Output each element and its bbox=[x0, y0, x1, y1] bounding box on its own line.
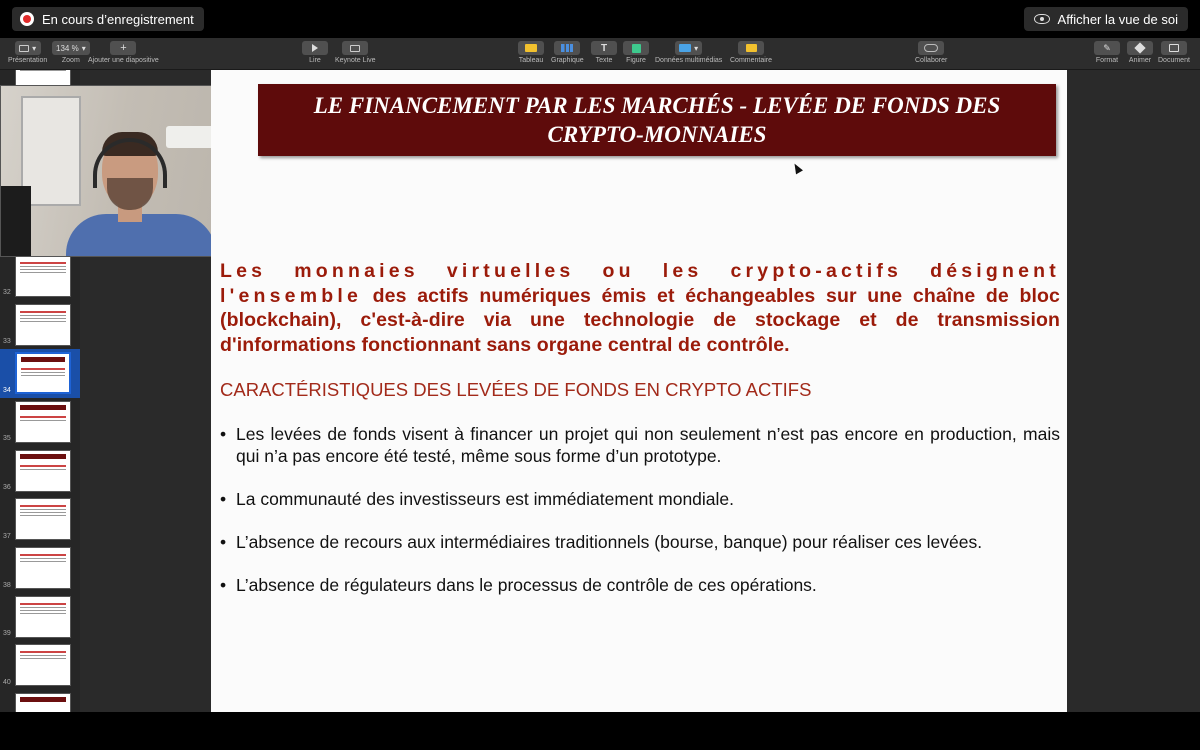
sidebar-icon bbox=[19, 45, 29, 52]
slide[interactable] bbox=[211, 70, 1067, 712]
video-dark-object bbox=[1, 186, 31, 257]
presentation-view-button[interactable] bbox=[8, 41, 47, 64]
record-icon bbox=[20, 12, 34, 26]
chevron-down-icon: ▾ bbox=[81, 43, 86, 53]
table-button[interactable] bbox=[518, 41, 544, 64]
slide-title: LE FINANCEMENT PAR LES MARCHÉS - LEVÉE DE FONDS DES CRYPTO-MONNAIES bbox=[313, 93, 1001, 147]
play-icon bbox=[312, 44, 318, 52]
live-icon bbox=[350, 45, 360, 52]
list-item: • L’absence de régulateurs dans le processus de contrôle de ces opérations. bbox=[220, 574, 1060, 596]
slide-number: 32 bbox=[3, 289, 11, 296]
slide-number: 38 bbox=[3, 582, 11, 589]
animate-label: Animer bbox=[1128, 57, 1152, 64]
document-icon bbox=[1169, 44, 1179, 52]
recording-label: En cours d’enregistrement bbox=[42, 11, 194, 27]
zoom-dropdown[interactable] bbox=[52, 41, 90, 64]
presentation-label: Présentation bbox=[8, 57, 48, 64]
keynote-live-label: Keynote Live bbox=[335, 57, 376, 64]
slide-thumbnail-35[interactable] bbox=[15, 401, 71, 443]
play-button[interactable] bbox=[302, 41, 328, 64]
shape-icon bbox=[632, 44, 641, 53]
zoom-bottom-bar bbox=[0, 712, 1200, 750]
text-icon: T bbox=[600, 42, 608, 54]
slide-thumbnail-38[interactable] bbox=[15, 547, 71, 589]
keynote-live-button[interactable] bbox=[335, 41, 375, 64]
slide-number: 36 bbox=[3, 484, 11, 491]
slide-thumbnail-34[interactable] bbox=[15, 352, 71, 394]
title-banner[interactable] bbox=[258, 84, 1056, 156]
chart-label: Graphique bbox=[551, 57, 584, 64]
comment-icon bbox=[746, 44, 757, 52]
show-self-view-button[interactable] bbox=[1024, 7, 1188, 31]
collaborate-button[interactable] bbox=[915, 41, 947, 64]
media-label: Données multimédias bbox=[655, 57, 723, 64]
add-slide-label: Ajouter une diapositive bbox=[88, 57, 159, 64]
slide-number: 39 bbox=[3, 630, 11, 637]
comment-label: Commentaire bbox=[730, 57, 773, 64]
table-icon bbox=[525, 44, 537, 52]
slide-thumbnail-32[interactable] bbox=[15, 255, 71, 297]
collaborate-label: Collaborer bbox=[915, 57, 948, 64]
add-slide-button[interactable] bbox=[88, 41, 159, 64]
slide-thumbnail-36[interactable] bbox=[15, 450, 71, 492]
paintbrush-icon: ✎ bbox=[1103, 42, 1111, 53]
play-label: Lire bbox=[309, 57, 321, 64]
chevron-down-icon: ▾ bbox=[32, 43, 37, 53]
animate-button[interactable] bbox=[1127, 41, 1153, 64]
definition-first-line: Les monnaies virtuelles ou les crypto-actifs désignent l'ensemble bbox=[220, 260, 1060, 307]
list-item: • Les levées de fonds visent à financer un projet qui non seulement n’est pas encore en production, mais qui n’a pas encore été testé, même sous forme d’un prototype. bbox=[220, 423, 1060, 467]
zoom-value: 134 % bbox=[56, 43, 79, 53]
slide-number: 35 bbox=[3, 435, 11, 442]
comment-button[interactable] bbox=[730, 41, 772, 64]
chart-button[interactable] bbox=[551, 41, 584, 64]
section-heading[interactable]: CARACTÉRISTIQUES DES LEVÉES DE FONDS EN CRYPTO ACTIFS bbox=[220, 379, 812, 400]
shape-button[interactable] bbox=[623, 41, 649, 64]
chart-icon bbox=[561, 44, 573, 52]
slide-number: 34 bbox=[3, 387, 11, 394]
media-button[interactable] bbox=[655, 41, 722, 64]
slide-thumbnail-39[interactable] bbox=[15, 596, 71, 638]
slide-thumbnail-33[interactable] bbox=[15, 304, 71, 346]
keynote-toolbar bbox=[0, 38, 1200, 70]
bullet-list[interactable] bbox=[220, 423, 1060, 617]
text-button[interactable] bbox=[591, 41, 617, 64]
format-button[interactable] bbox=[1094, 41, 1120, 64]
document-label: Document bbox=[1158, 57, 1190, 64]
animate-icon bbox=[1134, 42, 1145, 53]
slide-number: 33 bbox=[3, 338, 11, 345]
self-view-label: Afficher la vue de soi bbox=[1057, 11, 1178, 27]
collaborate-icon bbox=[924, 44, 938, 52]
table-label: Tableau bbox=[518, 57, 544, 64]
text-label: Texte bbox=[595, 57, 613, 64]
document-button[interactable] bbox=[1158, 41, 1190, 64]
recording-indicator[interactable] bbox=[12, 7, 204, 31]
definition-text: des actifs numériques émis et échangeables sur une chaîne de bloc (blockchain), c'est-à-dire via une technologie de stockage et de transmission d'informations fonctionnant sans organe central de contrôle. bbox=[220, 284, 1060, 356]
zoom-label: Zoom bbox=[61, 57, 80, 64]
slide-thumbnail-40[interactable] bbox=[15, 644, 71, 686]
definition-paragraph[interactable] bbox=[220, 259, 1060, 357]
plus-icon: + bbox=[120, 42, 127, 54]
zoom-top-bar bbox=[0, 0, 1200, 38]
slide-number: 37 bbox=[3, 533, 11, 540]
media-icon bbox=[679, 44, 691, 52]
slide-thumbnail[interactable] bbox=[15, 693, 71, 712]
list-item: • L’absence de recours aux intermédiaires traditionnels (bourse, banque) pour réaliser ces levées. bbox=[220, 531, 1060, 553]
eye-icon bbox=[1034, 14, 1050, 24]
slide-number: 40 bbox=[3, 679, 11, 686]
format-label: Format bbox=[1095, 57, 1119, 64]
slide-thumbnail-37[interactable] bbox=[15, 498, 71, 540]
chevron-down-icon: ▾ bbox=[694, 43, 699, 53]
list-item: • La communauté des investisseurs est immédiatement mondiale. bbox=[220, 488, 1060, 510]
shape-label: Figure bbox=[626, 57, 646, 64]
